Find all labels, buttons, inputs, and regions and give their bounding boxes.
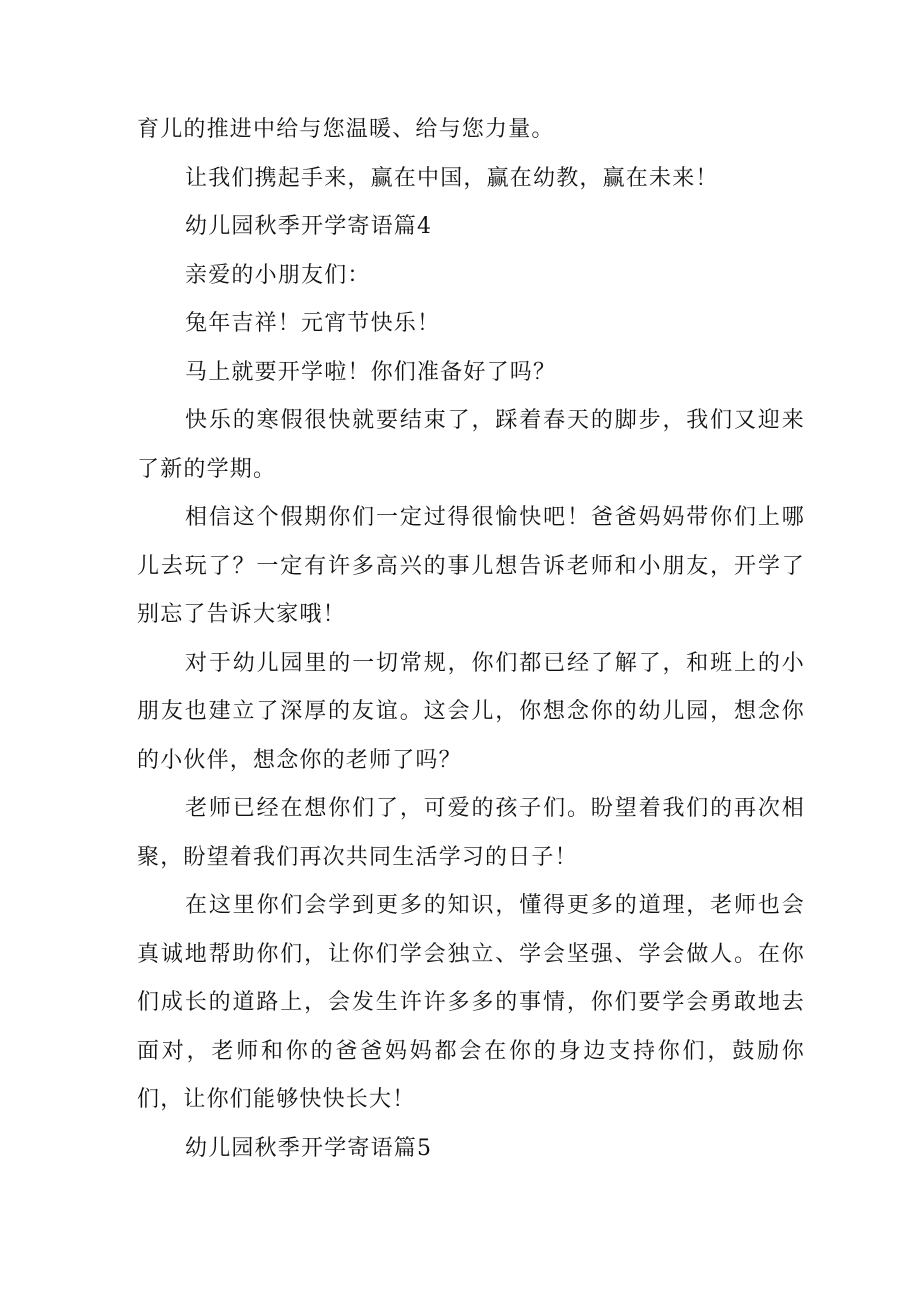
section-heading: 幼儿园秋季开学寄语篇5 <box>185 1135 433 1161</box>
paragraph: 兔年吉祥！元宵节快乐！ <box>185 311 441 336</box>
paragraph: 对于幼儿园里的一切常规，你们都已经了解了，和班上的小朋友也建立了深厚的友谊。这会儿，你想念你的幼儿园，想念你的小伙伴，想念你的老师了吗？ <box>137 650 805 773</box>
paragraph: 老师已经在想你们了，可爱的孩子们。盼望着我们的再次相聚，盼望着我们再次共同生活学习的日子！ <box>137 796 805 870</box>
paragraph: 在这里你们会学到更多的知识，懂得更多的道理，老师也会真诚地帮助你们，让你们学会独立、学会坚强、学会做人。在你们成长的道路上，会发生许许多多的事情，你们要学会勇敢地去面对，老师和你的爸爸妈妈都会在你的身边支持你们，鼓励你们，让你们能够快快长大！ <box>137 893 805 1112</box>
paragraph: 让我们携起手来，赢在中国，赢在幼教，赢在未来！ <box>185 165 719 191</box>
document-body <box>137 106 805 1173</box>
paragraph: 马上就要开学啦！你们准备好了吗？ <box>185 359 557 385</box>
section-heading: 幼儿园秋季开学寄语篇4 <box>185 214 433 239</box>
paragraph: 育儿的推进中给与您温暖、给与您力量。 <box>137 117 555 142</box>
salutation: 亲爱的小朋友们： <box>185 262 371 288</box>
paragraph: 快乐的寒假很快就要结束了，踩着春天的脚步，我们又迎来了新的学期。 <box>137 408 805 482</box>
paragraph: 相信这个假期你们一定过得很愉快吧！爸爸妈妈带你们上哪儿去玩了？一定有许多高兴的事儿想告诉老师和小朋友，开学了别忘了告诉大家哦！ <box>137 505 805 627</box>
